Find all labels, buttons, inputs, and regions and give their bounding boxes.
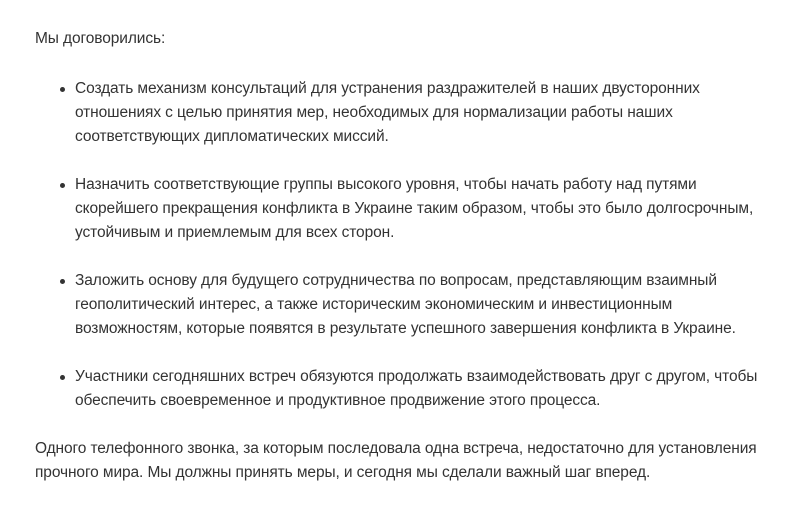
list-item: [75, 77, 770, 149]
intro-text: Мы договорились:: [35, 30, 166, 47]
list-item: [75, 269, 770, 341]
list-item-text: Создать механизм консультаций для устранения раздражителей в наших двусторонних отношениях с целью принятия мер, необходимых для нормализации работы наших соответствующих дипломатических миссий.: [75, 80, 700, 145]
agreements-list: [35, 77, 770, 413]
bullet-icon: [60, 375, 65, 380]
bullet-icon: [60, 279, 65, 284]
list-item-text: Заложить основу для будущего сотрудничества по вопросам, представляющим взаимный геополитический интерес, а также историческим экономическим и инвестиционным возможностям, которые появятся в результате успешного завершения конфликта в Украине.: [75, 272, 736, 337]
closing-paragraph: Одного телефонного звонка, за которым последовала одна встреча, недостаточно для установления прочного мира. Мы должны принять меры, и сегодня мы сделали важный шаг вперед.: [35, 440, 757, 481]
bullet-icon: [60, 87, 65, 92]
list-item: [75, 173, 770, 245]
list-item: [75, 365, 770, 413]
bullet-icon: [60, 183, 65, 188]
list-item-text: Назначить соответствующие группы высокого уровня, чтобы начать работу над путями скорейшего прекращения конфликта в Украине таким образом, чтобы это было долгосрочным, устойчивым и приемлемым для всех сторон.: [75, 176, 754, 241]
list-item-text: Участники сегодняшних встреч обязуются продолжать взаимодействовать друг с другом, чтобы обеспечить своевременное и продуктивное продвижение этого процесса.: [75, 368, 758, 409]
